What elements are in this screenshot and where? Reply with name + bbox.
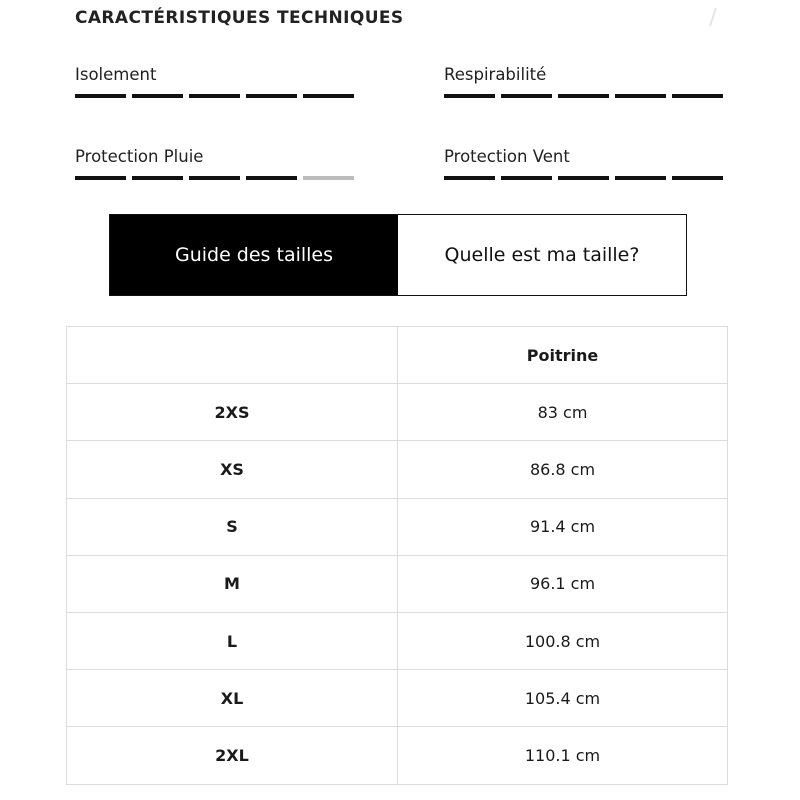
table-body <box>67 384 728 784</box>
table-row <box>67 727 728 784</box>
size-cell: 2XS <box>67 384 398 441</box>
rating-bar <box>75 94 365 98</box>
rating-segment-filled <box>558 176 609 180</box>
size-cell: M <box>67 555 398 612</box>
tab-size-guide[interactable]: Guide des tailles <box>110 215 398 295</box>
chest-cell: 110.1 cm <box>398 727 728 784</box>
rating-segment-filled <box>189 94 240 98</box>
spec-protection-vent <box>444 146 734 180</box>
chest-cell: 91.4 cm <box>398 498 728 555</box>
rating-segment-filled <box>672 94 723 98</box>
size-cell: S <box>67 498 398 555</box>
slash-mark-icon <box>706 6 720 28</box>
spec-isolement <box>75 64 365 98</box>
rating-bar <box>75 176 365 180</box>
size-tabs <box>109 214 687 296</box>
rating-segment-filled <box>501 176 552 180</box>
rating-segment-filled <box>444 94 495 98</box>
table-row <box>67 612 728 669</box>
header-size <box>67 327 398 384</box>
table-row <box>67 441 728 498</box>
size-cell: 2XL <box>67 727 398 784</box>
rating-segment-empty <box>303 176 354 180</box>
rating-segment-filled <box>246 176 297 180</box>
size-cell: L <box>67 612 398 669</box>
rating-bar <box>444 176 734 180</box>
rating-segment-filled <box>615 94 666 98</box>
table-row <box>67 670 728 727</box>
table-row <box>67 555 728 612</box>
spec-label: Protection Pluie <box>75 147 204 166</box>
chest-cell: 105.4 cm <box>398 670 728 727</box>
table-row <box>67 498 728 555</box>
rating-segment-filled <box>303 94 354 98</box>
chest-cell: 86.8 cm <box>398 441 728 498</box>
spec-label: Isolement <box>75 65 157 84</box>
rating-bar <box>444 94 734 98</box>
chest-cell: 96.1 cm <box>398 555 728 612</box>
rating-segment-filled <box>132 176 183 180</box>
size-cell: XL <box>67 670 398 727</box>
tab-my-size[interactable]: Quelle est ma taille? <box>398 215 686 295</box>
table-row <box>67 384 728 441</box>
spec-label: Protection Vent <box>444 147 570 166</box>
spec-respirabilite <box>444 64 734 98</box>
spec-protection-pluie <box>75 146 365 180</box>
size-cell: XS <box>67 441 398 498</box>
rating-segment-filled <box>75 94 126 98</box>
rating-segment-filled <box>672 176 723 180</box>
chest-cell: 100.8 cm <box>398 612 728 669</box>
rating-segment-filled <box>75 176 126 180</box>
rating-segment-filled <box>558 94 609 98</box>
size-table <box>66 326 728 785</box>
section-title: CARACTÉRISTIQUES TECHNIQUES <box>75 8 404 28</box>
header-chest: Poitrine <box>398 327 728 384</box>
rating-segment-filled <box>501 94 552 98</box>
rating-segment-filled <box>189 176 240 180</box>
rating-segment-filled <box>615 176 666 180</box>
rating-segment-filled <box>132 94 183 98</box>
spec-label: Respirabilité <box>444 65 547 84</box>
rating-segment-filled <box>444 176 495 180</box>
rating-segment-filled <box>246 94 297 98</box>
table-header-row <box>67 327 728 384</box>
chest-cell: 83 cm <box>398 384 728 441</box>
